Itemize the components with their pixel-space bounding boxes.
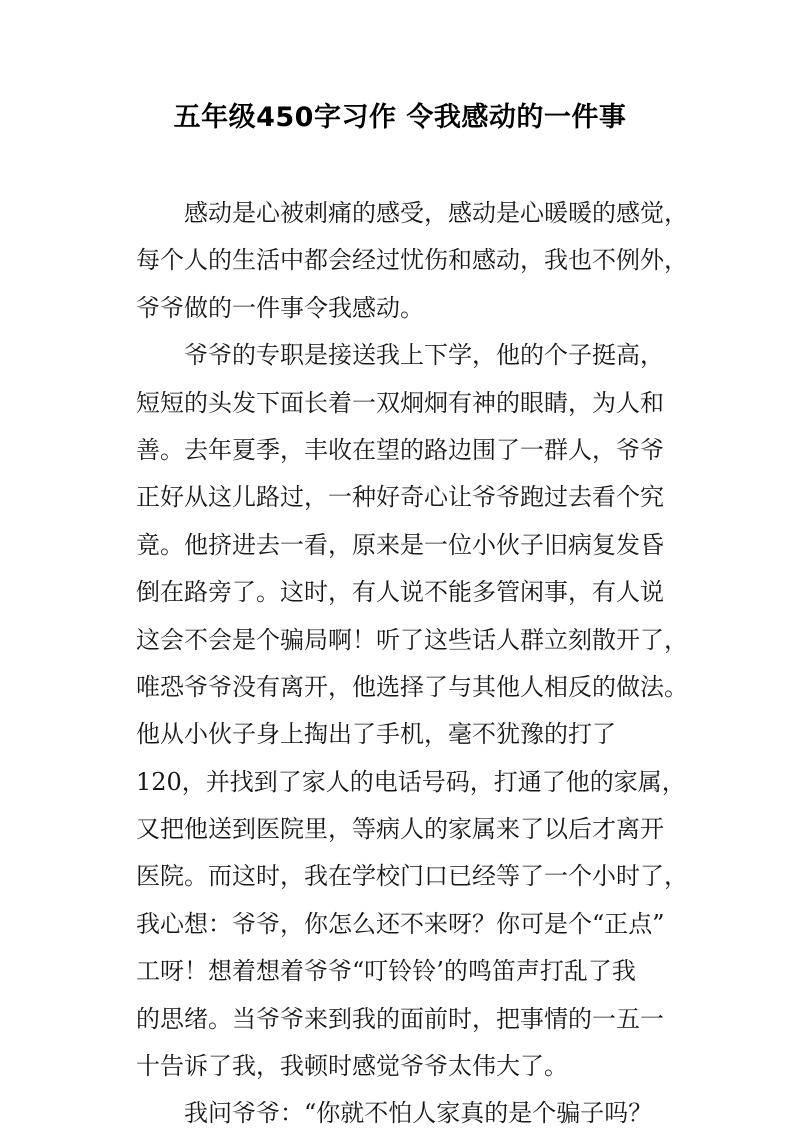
- paragraph-2-line: 倒在路旁了。这时，有人说不能多管闲事，有人说: [136, 578, 664, 607]
- paragraph-2-line: 工呀！想着想着爷爷“叮铃铃’的鸣笛声打乱了我: [136, 957, 636, 986]
- paragraph-3-line: 我问爷爷：“你就不怕人家真的是个骗子吗？: [184, 1099, 653, 1128]
- paragraph-2-line: 120，并找到了家人的电话号码，打通了他的家属，: [136, 767, 686, 796]
- paragraph-2-line: 竟。他挤进去一看，原来是一位小伙子旧病复发昏: [136, 530, 664, 559]
- paragraph-2-line: 十告诉了我，我顿时感觉爷爷太伟大了。: [136, 1052, 568, 1081]
- paragraph-2-line: 唯恐爷爷没有离开，他选择了与其他人相反的做法。: [136, 672, 688, 701]
- paragraph-2-line: 的思绪。当爷爷来到我的面前时，把事情的一五一: [136, 1004, 664, 1033]
- paragraph-1-line: 每个人的生活中都会经过忧伤和感动，我也不例外，: [136, 246, 688, 275]
- document-title: 五年级450字习作 令我感动的一件事: [173, 102, 627, 133]
- essay-body: [136, 190, 688, 1138]
- paragraph-2-line: 短短的头发下面长着一双炯炯有神的眼睛，为人和: [136, 388, 664, 417]
- paragraph-2-line: 善。去年夏季，丰收在望的路边围了一群人，爷爷: [136, 435, 664, 464]
- paragraph-1-line: 感动是心被刺痛的感受，感动是心暖暖的感觉，: [184, 199, 688, 227]
- paragraph-1-line: 爷爷做的一件事令我感动。: [136, 293, 424, 322]
- paragraph-2-line: 医院。而这时，我在学校门口已经等了一个小时了，: [136, 862, 688, 891]
- paragraph-2-line: 正好从这儿路过，一种好奇心让爷爷跑过去看个究: [136, 483, 664, 512]
- paragraph-2-line: 这会不会是个骗局啊！听了这些话人群立刻散开了，: [136, 625, 688, 654]
- paragraph-2-line: 他从小伙子身上掏出了手机，毫不犹豫的打了: [136, 720, 616, 749]
- paragraph-2-line: 我心想：爷爷，你怎么还不来呀？你可是个“正点”: [136, 909, 665, 938]
- paragraph-2-line: 爷爷的专职是接送我上下学，他的个子挺高，: [184, 341, 664, 370]
- paragraph-2-line: 又把他送到医院里，等病人的家属来了以后才离开: [136, 815, 664, 844]
